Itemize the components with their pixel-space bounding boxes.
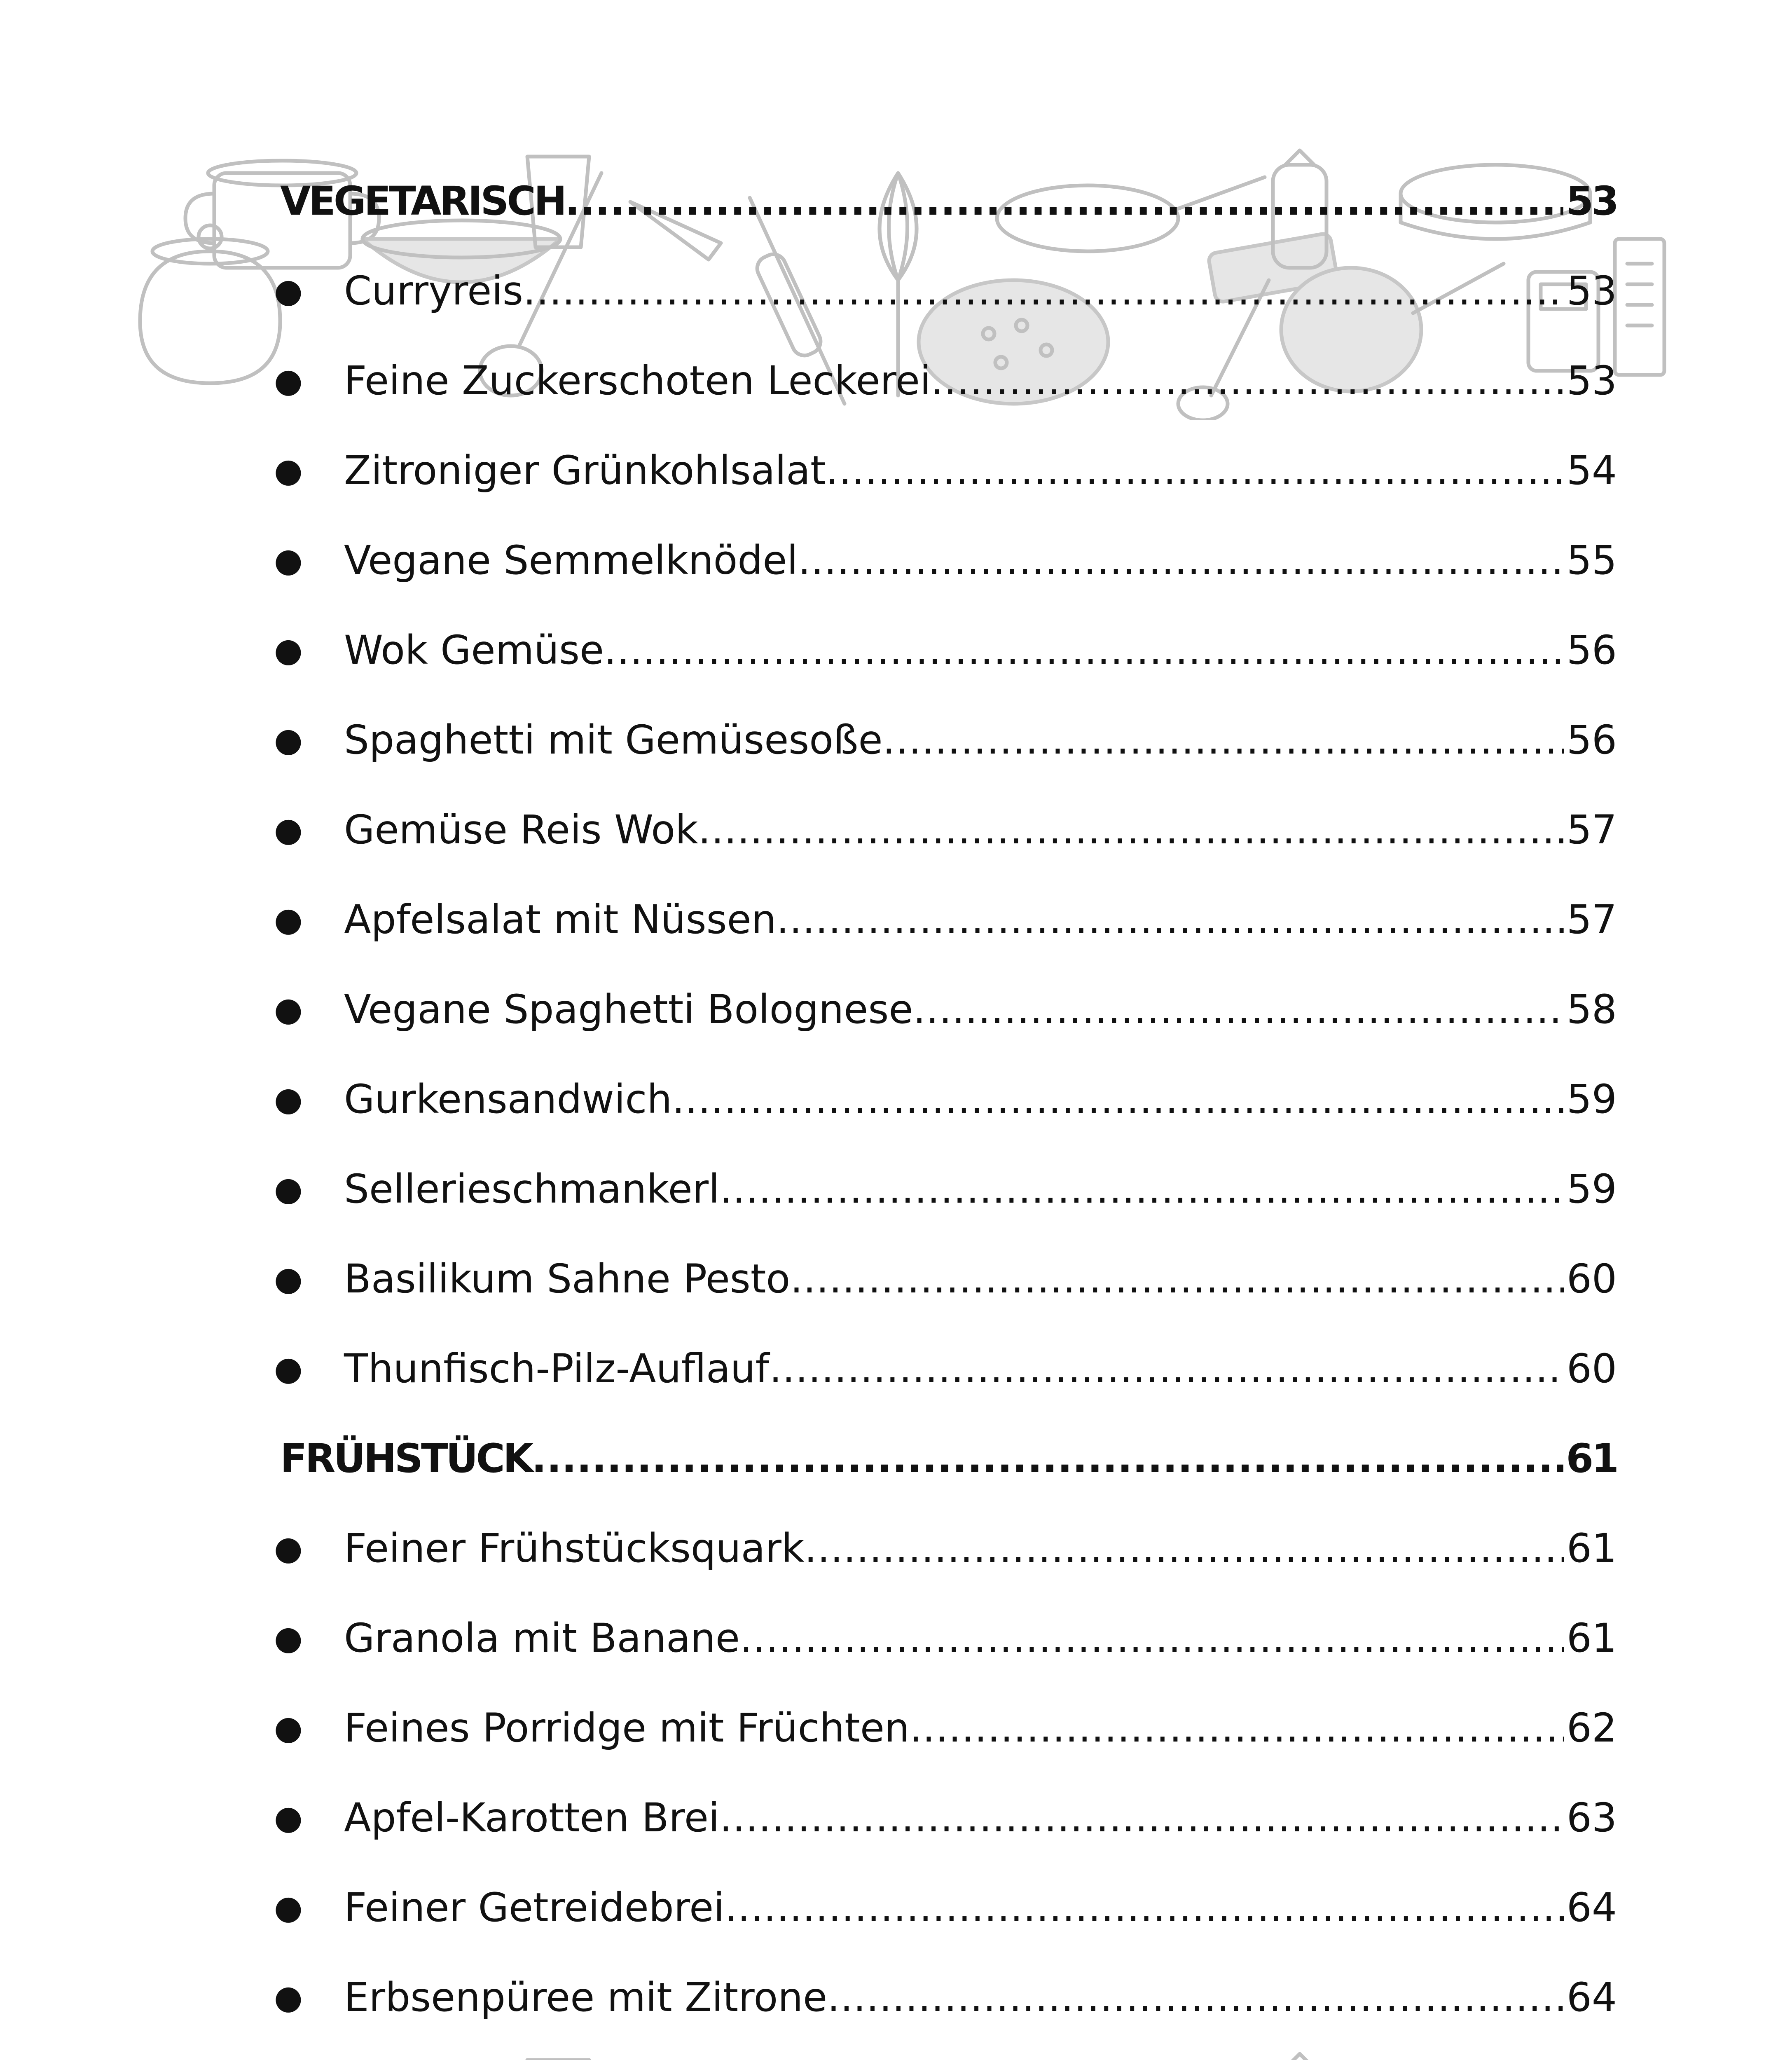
toc-entry-label: Thunfisch-Pilz-Auflauf bbox=[344, 1346, 770, 1392]
toc-entry-label: Apfelsalat mit Nüssen bbox=[344, 897, 777, 943]
toc-entry-label: Feines Porridge mit Früchten bbox=[344, 1705, 910, 1751]
toc-page-number: 61 bbox=[1566, 1435, 1617, 1482]
bullet-icon: ● bbox=[274, 1709, 303, 1747]
toc-entry[interactable] bbox=[274, 621, 1617, 679]
toc-entry-label: Feine Zuckerschoten Leckerei bbox=[344, 358, 931, 404]
dot-leader bbox=[931, 352, 1564, 410]
bullet-icon bbox=[274, 2058, 344, 2060]
bullet-icon: ● bbox=[274, 451, 303, 489]
bullet-icon: ● bbox=[274, 1619, 303, 1657]
toc-page-number: 56 bbox=[1566, 717, 1617, 763]
toc-heading-label: FRÜHSTÜCK bbox=[280, 1435, 532, 1482]
toc-entry-label: Zitroniger Grünkohlsalat bbox=[344, 447, 826, 494]
bullet-icon: ● bbox=[274, 631, 303, 669]
toc-entry-label: Apfel-Karotten Brei bbox=[344, 1795, 720, 1841]
bullet-icon: ● bbox=[274, 1080, 303, 1118]
dot-leader bbox=[725, 1879, 1564, 1936]
bullet-icon: ● bbox=[274, 1798, 303, 1837]
toc-entry[interactable] bbox=[274, 442, 1617, 499]
toc-entry-label: Curryreis bbox=[344, 268, 524, 314]
toc-entry-label: Vegane Spaghetti Bolognese bbox=[344, 986, 913, 1032]
toc-page-number: 64 bbox=[1566, 1974, 1617, 2020]
dot-leader bbox=[798, 531, 1564, 589]
toc-entry-label: Granola mit Banane bbox=[344, 1615, 740, 1661]
toc-page-number bbox=[1564, 2058, 1617, 2060]
bullet-icon: ● bbox=[274, 1888, 303, 1927]
toc-heading-label: VEGETARISCH bbox=[280, 178, 565, 224]
toc-entry[interactable] bbox=[274, 1519, 1617, 1577]
dot-leader bbox=[827, 1969, 1564, 2026]
toc-page-number: 54 bbox=[1566, 447, 1617, 494]
dot-leader bbox=[565, 172, 1563, 230]
toc-entry-label: Gemüse Reis Wok bbox=[344, 807, 698, 853]
toc-page-number: 58 bbox=[1566, 986, 1617, 1032]
dot-leader bbox=[769, 1340, 1564, 1398]
toc-page-number: 60 bbox=[1566, 1256, 1617, 1302]
toc-entry[interactable] bbox=[274, 1250, 1617, 1308]
dot-leader bbox=[698, 801, 1564, 859]
bullet-icon: ● bbox=[274, 1349, 303, 1388]
toc-entry[interactable] bbox=[274, 801, 1617, 859]
toc-entry[interactable] bbox=[274, 262, 1617, 320]
toc-entry[interactable] bbox=[274, 2058, 1617, 2060]
toc-entry-label: Erbsenpüree mit Zitrone bbox=[344, 1974, 828, 2020]
toc-entry[interactable] bbox=[274, 531, 1617, 589]
bullet-icon: ● bbox=[274, 900, 303, 939]
dot-leader bbox=[910, 1699, 1564, 1757]
dot-leader bbox=[883, 711, 1564, 769]
toc-entry-label bbox=[344, 2058, 677, 2060]
toc-entry-label: Feiner Frühstücksquark bbox=[344, 1525, 805, 1571]
toc-entry-label: Wok Gemüse bbox=[344, 627, 604, 673]
bullet-icon: ● bbox=[274, 1170, 303, 1208]
toc-page-number: 59 bbox=[1566, 1076, 1617, 1122]
toc-page-number: 63 bbox=[1566, 1795, 1617, 1841]
toc-page-number: 61 bbox=[1566, 1525, 1617, 1571]
toc-page-number: 64 bbox=[1566, 1884, 1617, 1931]
toc-entry[interactable] bbox=[274, 352, 1617, 410]
toc-page-number: 57 bbox=[1566, 897, 1617, 943]
dot-leader bbox=[790, 1250, 1564, 1308]
bullet-icon: ● bbox=[274, 1978, 303, 2016]
bullet-icon: ● bbox=[274, 1259, 303, 1298]
dot-leader bbox=[523, 262, 1564, 320]
bullet-icon: ● bbox=[274, 541, 303, 579]
toc-entry[interactable] bbox=[274, 981, 1617, 1038]
toc-entry[interactable] bbox=[274, 1969, 1617, 2026]
dot-leader bbox=[826, 442, 1564, 499]
bullet-icon: ● bbox=[274, 272, 303, 310]
dot-leader bbox=[740, 1609, 1564, 1667]
dot-leader bbox=[777, 891, 1564, 948]
toc-entry-label: Basilikum Sahne Pesto bbox=[344, 1256, 791, 1302]
toc-entry-label: Spaghetti mit Gemüsesoße bbox=[344, 717, 883, 763]
dot-leader bbox=[672, 1070, 1564, 1128]
toc-entry[interactable] bbox=[274, 891, 1617, 948]
dot-leader bbox=[720, 1789, 1564, 1847]
toc-entry-label: Gurkensandwich bbox=[344, 1076, 672, 1122]
toc-page-number: 57 bbox=[1566, 807, 1617, 853]
toc-entry[interactable] bbox=[274, 1340, 1617, 1398]
bullet-icon: ● bbox=[274, 810, 303, 849]
toc-page-number: 53 bbox=[1566, 268, 1617, 314]
toc-page-number: 59 bbox=[1566, 1166, 1617, 1212]
toc-heading-fruehstueck[interactable] bbox=[280, 1430, 1617, 1487]
toc-entry-label: Feiner Getreidebrei bbox=[344, 1884, 725, 1931]
dot-leader bbox=[604, 621, 1564, 679]
toc-page-number: 56 bbox=[1566, 627, 1617, 673]
toc-page-number: 53 bbox=[1566, 358, 1617, 404]
toc-entry[interactable] bbox=[274, 1609, 1617, 1667]
toc-page-number: 62 bbox=[1566, 1705, 1617, 1751]
bullet-icon: ● bbox=[274, 721, 303, 759]
toc-entry-label: Sellerieschmankerl bbox=[344, 1166, 720, 1212]
dot-leader bbox=[913, 981, 1564, 1038]
dot-leader bbox=[531, 1430, 1563, 1487]
toc-page-number: 55 bbox=[1566, 537, 1617, 583]
bullet-icon: ● bbox=[274, 990, 303, 1028]
toc-entry[interactable] bbox=[274, 1699, 1617, 1757]
toc-entry[interactable] bbox=[274, 711, 1617, 769]
toc-entry[interactable] bbox=[274, 1160, 1617, 1218]
toc-entry-label: Vegane Semmelknödel bbox=[344, 537, 798, 583]
toc-heading-vegetarisch[interactable] bbox=[280, 172, 1617, 230]
toc-page-number: 61 bbox=[1566, 1615, 1617, 1661]
dot-leader bbox=[720, 1160, 1564, 1218]
bullet-icon: ● bbox=[274, 361, 303, 400]
dot-leader bbox=[677, 2058, 1564, 2060]
bullet-icon: ● bbox=[274, 1529, 303, 1567]
toc-page-number: 60 bbox=[1566, 1346, 1617, 1392]
dot-leader bbox=[805, 1519, 1564, 1577]
toc-entry[interactable] bbox=[274, 1070, 1617, 1128]
toc-entry[interactable] bbox=[274, 1789, 1617, 1847]
toc-entry[interactable] bbox=[274, 1879, 1617, 1936]
toc-page-number: 53 bbox=[1566, 178, 1617, 224]
